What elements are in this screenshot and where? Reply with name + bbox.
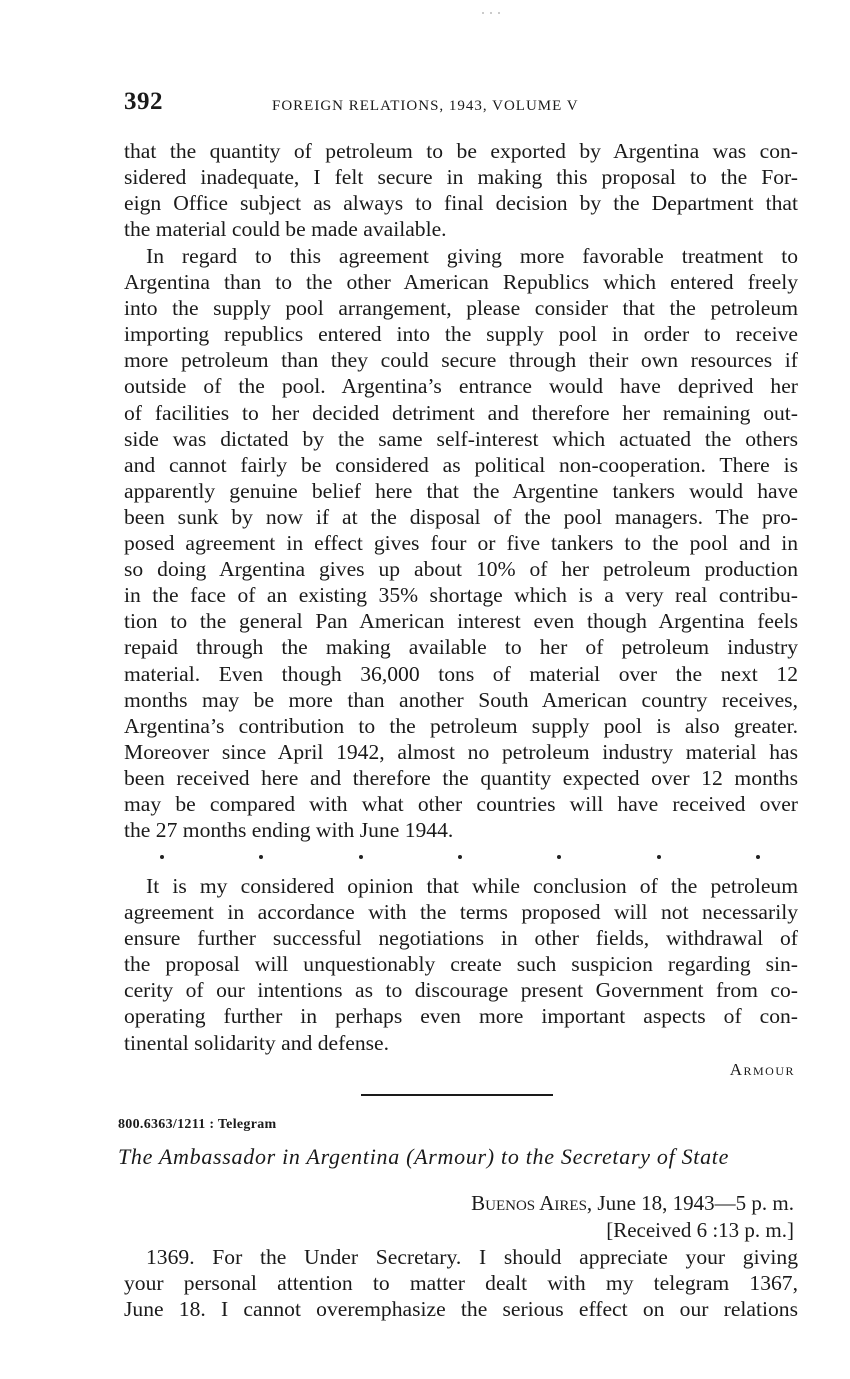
- omission-dot: [557, 855, 561, 859]
- text-line: the proposal will unquestionably create such suspicion regarding sin-: [124, 952, 798, 977]
- text-line: into the supply pool arrangement, please consider that the petroleum: [124, 296, 798, 321]
- text-line: sidered inadequate, I felt secure in making this proposal to the For-: [124, 165, 798, 190]
- omission-dot: [160, 855, 164, 859]
- omission-dot: [756, 855, 760, 859]
- text-line: been received here and therefore the quantity expected over 12 months: [124, 765, 798, 790]
- text-line: importing republics entered into the supply pool in order to receive: [124, 322, 798, 347]
- omission-dots: [160, 855, 760, 865]
- dateline: [471, 1190, 794, 1244]
- dateline-date: , June 18, 1943—5 p. m.: [586, 1191, 794, 1215]
- text-line: June 18. I cannot overemphasize the serious effect on our relations: [124, 1297, 798, 1322]
- omission-dot: [259, 855, 263, 859]
- text-line: tinental solidarity and defense.: [124, 1030, 390, 1055]
- page-number: 392: [124, 88, 163, 115]
- file-reference: 800.6363/1211 : Telegram: [118, 1117, 277, 1132]
- document-title: The Ambassador in Argentina (Armour) to the Secretary of State: [118, 1144, 730, 1169]
- text-line: In regard to this agreement giving more favorable treatment to: [146, 244, 798, 268]
- signature: Armour: [729, 1060, 795, 1079]
- running-head: FOREIGN RELATIONS, 1943, VOLUME V: [272, 98, 579, 114]
- text-line: so doing Argentina gives up about 10% of her petroleum production: [124, 557, 798, 582]
- text-line: been sunk by now if at the disposal of the pool managers. The pro-: [124, 504, 798, 529]
- text-line: months may be more than another South American country receives,: [124, 687, 798, 712]
- text-line: of facilities to her decided detriment and therefore her remaining out-: [124, 400, 798, 425]
- text-line: more petroleum than they could secure through their own resources if: [124, 348, 798, 373]
- text-line: in the face of an existing 35% shortage which is a very real contribu-: [124, 583, 798, 608]
- text-line: operating further in perhaps even more important aspects of con-: [124, 1004, 798, 1029]
- text-line: agreement in accordance with the terms proposed will not necessarily: [124, 900, 798, 925]
- paragraph-telegram-body: [124, 1244, 798, 1322]
- paragraph-opinion: [124, 873, 798, 1056]
- omission-dot: [458, 855, 462, 859]
- text-line: It is my considered opinion that while conclusion of the petroleum: [146, 874, 798, 898]
- text-line: 1369. For the Under Secretary. I should appreciate your giving: [146, 1245, 798, 1269]
- dateline-sent: [471, 1190, 794, 1217]
- text-line: ensure further successful negotiations in other fields, withdrawal of: [124, 926, 798, 951]
- text-line: and cannot fairly be considered as political non-cooperation. There is: [124, 452, 798, 477]
- page-header: [124, 88, 796, 122]
- section-divider: [361, 1094, 553, 1096]
- text-line: cerity of our intentions as to discourage present Government from co-: [124, 978, 798, 1003]
- text-line: repaid through the making available to her of petroleum industry: [124, 635, 798, 660]
- text-line: apparently genuine belief here that the Argentine tankers would have: [124, 478, 798, 503]
- paragraph-continued: [124, 138, 798, 242]
- dateline-received: [Received 6 :13 p. m.]: [606, 1218, 794, 1242]
- scan-speck: [482, 12, 484, 14]
- scan-speck: [498, 12, 500, 14]
- text-line: outside of the pool. Argentina’s entrance would have deprived her: [124, 374, 798, 399]
- text-line: the 27 months ending with June 1944.: [124, 818, 454, 843]
- text-line: Moreover since April 1942, almost no petroleum industry material has: [124, 739, 798, 764]
- text-line: Argentina than to the other American Republics which entered freely: [124, 270, 798, 295]
- dateline-place: Buenos Aires: [471, 1191, 587, 1215]
- text-line: tion to the general Pan American interest even though Argentina feels: [124, 609, 798, 634]
- omission-dot: [359, 855, 363, 859]
- text-line: material. Even though 36,000 tons of material over the next 12: [124, 661, 798, 686]
- text-line: your personal attention to matter dealt with my telegram 1367,: [124, 1271, 798, 1296]
- paragraph-supply-pool: [124, 243, 798, 843]
- omission-dot: [657, 855, 661, 859]
- text-line: that the quantity of petroleum to be exported by Argentina was con-: [124, 139, 798, 163]
- text-line: may be compared with what other countries will have received over: [124, 791, 798, 816]
- text-line: the material could be made available.: [124, 217, 447, 242]
- text-line: eign Office subject as always to final decision by the Department that: [124, 191, 798, 216]
- scan-speck: [490, 12, 492, 14]
- text-line: side was dictated by the same self-interest which actuated the others: [124, 426, 798, 451]
- text-line: Argentina’s contribution to the petroleum supply pool is also greater.: [124, 713, 798, 738]
- text-line: posed agreement in effect gives four or five tankers to the pool and in: [124, 531, 798, 556]
